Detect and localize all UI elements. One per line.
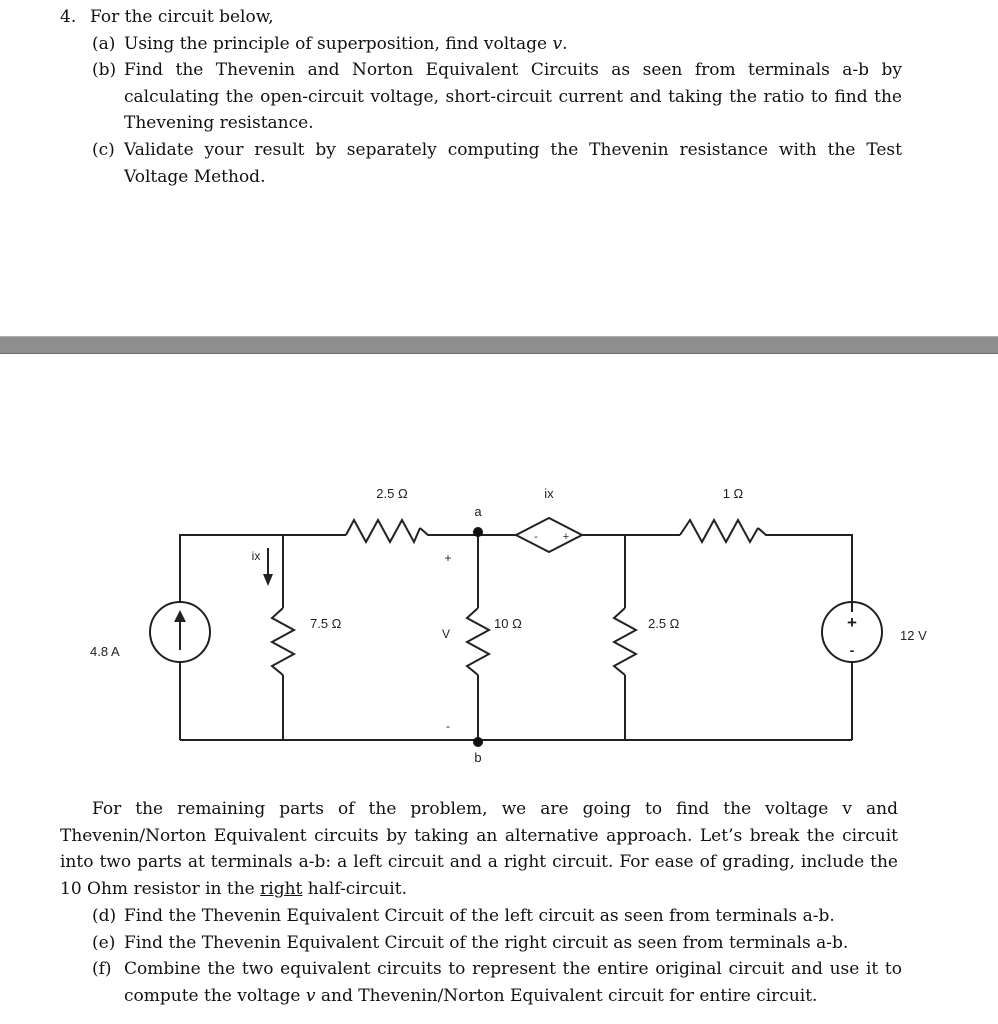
- continuation-text: For the remaining parts of the problem, we are going to find the voltage v and Thevenin/Norton Equivalent circuits by taking an alternative approach. Let’s break the circuit into two parts at terminals a-b: a left circuit and a right circuit. For ease of grading, include the 10 Ohm resistor in the right half-circuit.: [60, 799, 898, 899]
- part-f-label: (f): [92, 959, 112, 979]
- label-r-2-5-shunt: 2.5 Ω: [648, 616, 680, 631]
- label-dep-source-ix: ix: [544, 486, 554, 501]
- question-prompt: For the circuit below,: [90, 7, 274, 27]
- part-d: [92, 903, 902, 930]
- label-node-b: b: [474, 750, 482, 765]
- dep-minus: -: [534, 531, 538, 543]
- part-e: [92, 930, 902, 957]
- part-a: [92, 31, 902, 58]
- label-plus-top: +: [444, 551, 452, 565]
- node-a-dot: [473, 527, 483, 537]
- part-b: [92, 57, 902, 137]
- dep-plus: +: [562, 531, 570, 543]
- part-d-label: (d): [92, 906, 117, 926]
- resistor-2-5-left: [346, 520, 420, 542]
- label-r-1-ohm: 1 Ω: [722, 486, 744, 501]
- label-ix-branch: ix: [251, 549, 261, 563]
- question-number: 4.: [60, 7, 77, 27]
- vsource-plus: +: [847, 613, 857, 632]
- part-c-text: Validate your result by separately computing the Thevenin resistance with the Test Voltage Method.: [124, 140, 902, 187]
- part-b-label: (b): [92, 60, 117, 80]
- label-r-7-5: 7.5 Ω: [310, 616, 342, 631]
- part-e-text: Find the Thevenin Equivalent Circuit of the right circuit as seen from terminals a-b.: [124, 933, 849, 953]
- part-b-text: Find the Thevenin and Norton Equivalent Circuits as seen from terminals a-b by calculating the open-circuit voltage, short-circuit current and taking the ratio to find the Thevening resistance.: [124, 60, 902, 133]
- part-d-text: Find the Thevenin Equivalent Circuit of the left circuit as seen from terminals a-b.: [124, 906, 835, 926]
- label-r-2-5-left: 2.5 Ω: [376, 486, 408, 501]
- wire-right-top: [758, 528, 852, 612]
- section-divider: [0, 336, 998, 354]
- vsource-minus: -: [849, 642, 855, 658]
- part-a-text: Using the principle of superposition, find voltage v.: [124, 34, 568, 54]
- resistor-1-ohm: [680, 520, 758, 542]
- part-f-text: Combine the two equivalent circuits to represent the entire original circuit and use it to compute the voltage v and Thevenin/Norton Equivalent circuit for entire circuit.: [124, 959, 902, 1006]
- dependent-voltage-source: [516, 518, 582, 552]
- part-f: [92, 956, 902, 1009]
- part-e-label: (e): [92, 933, 116, 953]
- continuation-paragraph: [60, 796, 898, 902]
- down-arrow-head-icon: [263, 574, 273, 586]
- label-r-10: 10 Ω: [494, 616, 522, 631]
- resistor-7-5-ohm: [272, 608, 294, 675]
- label-voltage-v: V: [441, 627, 451, 641]
- circuit-diagram: [0, 470, 998, 780]
- label-4-8a: 4.8 A: [90, 644, 120, 659]
- node-b-dot: [473, 737, 483, 747]
- label-minus-bottom: -: [446, 719, 450, 733]
- label-node-a: a: [474, 504, 482, 519]
- circuit-svg: [0, 470, 998, 780]
- part-c-label: (c): [92, 140, 115, 160]
- label-12v: 12 V: [900, 628, 927, 643]
- part-a-label: (a): [92, 34, 116, 54]
- wire-to-dep-source: [420, 528, 516, 535]
- part-c: [92, 137, 902, 190]
- question-header: [60, 4, 274, 31]
- resistor-2-5-shunt: [614, 608, 636, 675]
- resistor-10-ohm: [467, 608, 489, 675]
